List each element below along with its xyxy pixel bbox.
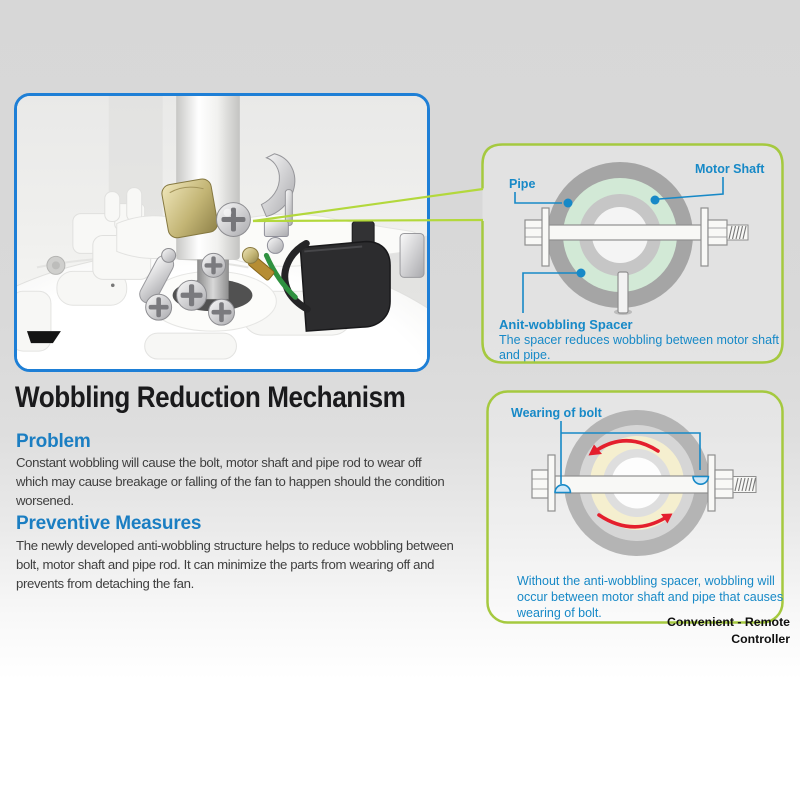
metal-pin [285, 190, 292, 226]
philips-screw [217, 203, 251, 237]
paragraph-line: which may cause breakage or falling of the fan to happen should the condition [16, 474, 445, 489]
problem-paragraph [16, 453, 444, 510]
screw-hole [111, 284, 115, 288]
wearing-of-bolt-label: Wearing of bolt [511, 406, 602, 420]
paragraph-line: prevents from detaching the fan. [16, 576, 194, 591]
paragraph-line: Constant wobbling will cause the bolt, motor shaft and pipe rod to wear off [16, 455, 422, 470]
spacer-marker-dot [577, 269, 586, 278]
paragraph-line: The newly developed anti-wobbling structure helps to reduce wobbling between [16, 538, 454, 553]
fan-mechanism-photo [17, 96, 427, 369]
gold-bolt-head [160, 178, 218, 240]
edge-bracket [400, 233, 424, 277]
fan-photo-panel [14, 93, 430, 372]
wear-notch-left [555, 485, 570, 493]
note-line: Convenient - Remote [667, 615, 790, 629]
note-line: Controller [731, 631, 790, 646]
preventive-measures-heading: Preventive Measures [16, 513, 202, 534]
spacer-caption-line: The spacer reduces wobbling between motor shaft [499, 333, 780, 347]
problem-heading: Problem [16, 431, 91, 452]
page-title: Wobbling Reduction Mechanism [15, 381, 406, 414]
clamp-nut [264, 222, 288, 237]
wear-notch-right [693, 477, 708, 485]
linkage-screw-top [162, 248, 176, 262]
small-screw [267, 237, 283, 253]
motor-shaft-label: Motor Shaft [695, 162, 765, 176]
wobbling-wear-diagram [486, 390, 784, 624]
spacer-caption-title: Anit-wobbling Spacer [499, 317, 633, 332]
black-component-housing [300, 241, 390, 331]
spacer-caption-line: and pipe. [499, 348, 551, 362]
wobbling-caption-line: Without the anti-wobbling spacer, wobbling will [517, 574, 775, 588]
paragraph-line: worsened. [16, 493, 74, 508]
motor-shaft-marker-dot [651, 196, 660, 205]
spacer-tab [618, 272, 628, 313]
remote-controller-note [667, 614, 790, 647]
preventive-measures-paragraph [16, 536, 453, 593]
brass-screw [242, 247, 258, 263]
anti-wobbling-spacer-diagram [481, 143, 784, 364]
dome-vent-center [52, 261, 60, 269]
wobbling-caption-line: occur between motor shaft and pipe that causes [517, 590, 784, 604]
wobbling-caption-line: wearing of bolt. [517, 606, 602, 620]
pipe-label: Pipe [509, 177, 536, 191]
pipe-marker-dot [564, 199, 573, 208]
paragraph-line: bolt, motor shaft and pipe rod. It can minimize the parts from wearing off and [16, 557, 435, 572]
